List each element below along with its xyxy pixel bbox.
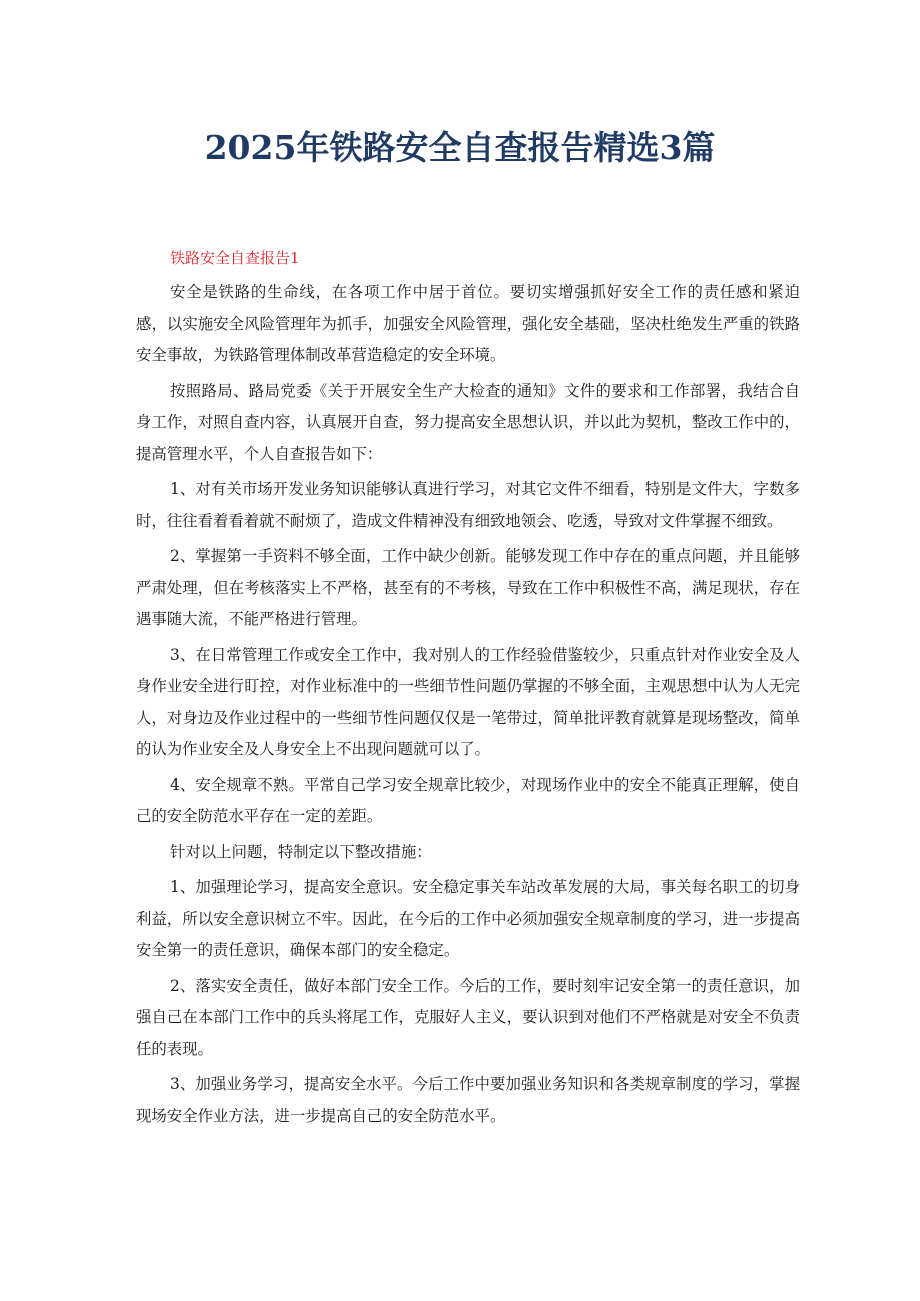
section-heading: 铁路安全自查报告1 <box>170 249 300 267</box>
paragraph-measure-3: 3、加强业务学习，提高安全水平。今后工作中要加强业务知识和各类规章制度的学习，掌握现场安全作业方法，进一步提高自己的安全防范水平。 <box>136 1075 800 1125</box>
paragraph-problem-2: 2、掌握第一手资料不够全面，工作中缺少创新。能够发现工作中存在的重点问题，并且能够严肃处理，但在考核落实上不严格，甚至有的不考核，导致在工作中积极性不高，满足现状，存在遇事随大流，不能严格进行管理。 <box>136 547 800 628</box>
document-body <box>136 243 800 1136</box>
paragraph-measures-intro: 针对以上问题，特制定以下整改措施： <box>170 842 432 861</box>
paragraph-background: 按照路局、路局党委《关于开展安全生产大检查的通知》文件的要求和工作部署，我结合自身工作，对照自查内容，认真展开自查，努力提高安全思想认识，并以此为契机，整改工作中的，提高管理水平，个人自查报告如下： <box>136 381 800 463</box>
paragraph-problem-1: 1、对有关市场开发业务知识能够认真进行学习，对其它文件不细看，特别是文件大，字数多时，往往看着看着就不耐烦了，造成文件精神没有细致地领会、吃透，导致对文件掌握不细致。 <box>136 480 800 530</box>
paragraph-problem-3: 3、在日常管理工作或安全工作中，我对别人的工作经验借鉴较少，只重点针对作业安全及人身作业安全进行盯控，对作业标准中的一些细节性问题仍掌握的不够全面，主观思想中认为人无完人，对身边及作业过程中的一些细节性问题仅仅是一笔带过，简单批评教育就算是现场整改，简单的认为作业安全及人身安全上不出现问题就可以了。 <box>136 645 800 758</box>
document-title: 2025年铁路安全自查报告精选3篇 <box>204 128 716 167</box>
paragraph-intro: 安全是铁路的生命线，在各项工作中居于首位。要切实增强抓好安全工作的责任感和紧迫感，以实施安全风险管理年为抓手，加强安全风险管理，强化安全基础，坚决杜绝发生严重的铁路安全事故，为铁路管理体制改革营造稳定的安全环境。 <box>136 283 800 364</box>
paragraph-problem-4: 4、安全规章不熟。平常自己学习安全规章比较少，对现场作业中的安全不能真正理解，使自己的安全防范水平存在一定的差距。 <box>136 775 800 825</box>
paragraph-measure-1: 1、加强理论学习，提高安全意识。安全稳定事关车站改革发展的大局，事关每名职工的切身利益，所以安全意识树立不牢。因此，在今后的工作中必须加强安全规章制度的学习，进一步提高安全第一的责任意识，确保本部门的安全稳定。 <box>136 878 800 959</box>
paragraph-measure-2: 2、落实安全责任，做好本部门安全工作。今后的工作，要时刻牢记安全第一的责任意识，加强自己在本部门工作中的兵头将尾工作，克服好人主义，要认识到对他们不严格就是对安全不负责任的表现。 <box>136 976 800 1058</box>
